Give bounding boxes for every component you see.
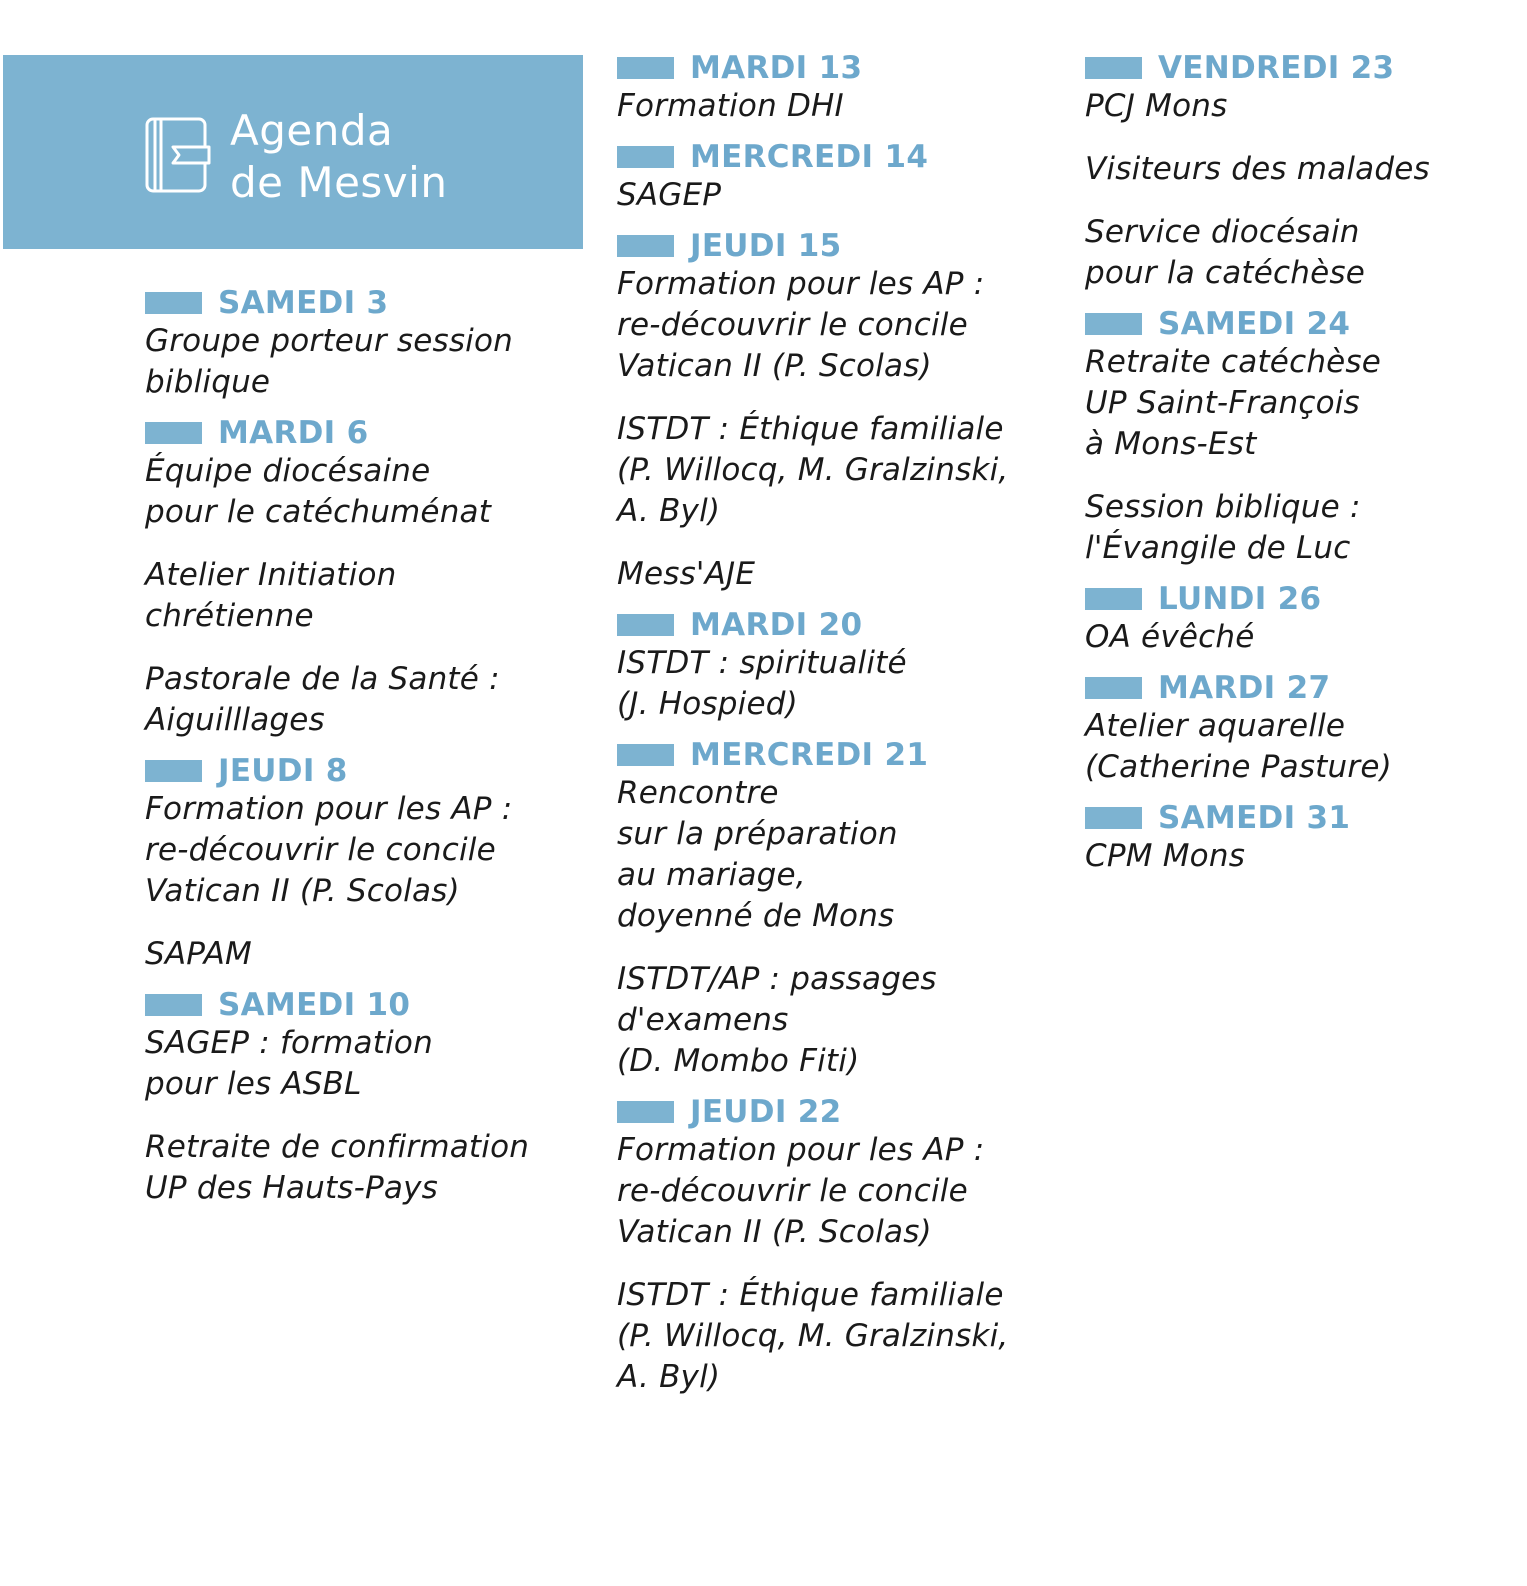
agenda-event: SAGEP	[617, 177, 722, 213]
day-heading	[145, 415, 585, 451]
title-line-1: Agenda	[230, 106, 394, 155]
agenda-column-1	[145, 285, 585, 1221]
day-marker-bar	[1085, 588, 1142, 610]
day-title: JEUDI 22	[690, 1094, 842, 1130]
agenda-event: OA évêché	[1085, 619, 1255, 655]
agenda-event: Session biblique : l'Évangile de Luc	[1085, 489, 1361, 566]
agenda-event: ISTDT : Éthique familiale (P. Willocq, M. Gralzinski, A. Byl)	[617, 411, 1009, 529]
agenda-event: Formation pour les AP : re-découvrir le concile Vatican II (P. Scolas)	[145, 791, 513, 909]
day-title: MARDI 20	[690, 607, 863, 643]
agenda-event: ISTDT : spiritualité (J. Hospied)	[617, 645, 907, 722]
agenda-day	[617, 139, 1072, 216]
day-marker-bar	[145, 422, 202, 444]
day-marker-bar	[617, 1101, 674, 1123]
day-marker-bar	[617, 57, 674, 79]
agenda-event: Groupe porteur session biblique	[145, 323, 513, 400]
day-title: MARDI 27	[1158, 670, 1331, 706]
day-title: SAMEDI 10	[218, 987, 411, 1023]
day-title: VENDREDI 23	[1158, 50, 1395, 86]
day-marker-bar	[617, 614, 674, 636]
day-title: MERCREDI 21	[690, 737, 929, 773]
agenda-column-3	[1085, 50, 1515, 889]
agenda-event: SAGEP : formation pour les ASBL	[145, 1025, 433, 1102]
day-marker-bar	[617, 146, 674, 168]
title-line-2: de Mesvin	[230, 158, 448, 207]
day-marker-bar	[617, 744, 674, 766]
day-marker-bar	[1085, 807, 1142, 829]
agenda-header	[3, 55, 583, 249]
agenda-day	[1085, 800, 1515, 877]
day-heading	[145, 753, 585, 789]
agenda-event: Retraite catéchèse UP Saint-François à Mons-Est	[1085, 344, 1382, 462]
day-heading	[617, 1094, 1072, 1130]
day-heading	[617, 228, 1072, 264]
day-title: JEUDI 8	[218, 753, 348, 789]
day-marker-bar	[617, 235, 674, 257]
agenda-day	[617, 50, 1072, 127]
agenda-day	[1085, 670, 1515, 788]
day-title: LUNDI 26	[1158, 581, 1322, 617]
agenda-day	[145, 987, 585, 1209]
agenda-event: Retraite de confirmation UP des Hauts-Pays	[145, 1129, 530, 1206]
agenda-day	[617, 607, 1072, 725]
day-marker-bar	[1085, 313, 1142, 335]
day-title: MERCREDI 14	[690, 139, 929, 175]
day-title: SAMEDI 24	[1158, 306, 1351, 342]
agenda-day	[617, 1094, 1072, 1398]
day-heading	[617, 607, 1072, 643]
day-heading	[617, 139, 1072, 175]
day-marker-bar	[145, 760, 202, 782]
day-title: MARDI 6	[218, 415, 369, 451]
agenda-event: Formation DHI	[617, 88, 844, 124]
agenda-day	[617, 737, 1072, 1082]
day-marker-bar	[145, 292, 202, 314]
day-marker-bar	[1085, 677, 1142, 699]
agenda-event: Formation pour les AP : re-découvrir le concile Vatican II (P. Scolas)	[617, 1132, 985, 1250]
day-heading	[145, 285, 585, 321]
agenda-event: Visiteurs des malades	[1085, 151, 1430, 187]
day-heading	[1085, 581, 1515, 617]
day-title: MARDI 13	[690, 50, 863, 86]
agenda-event: Rencontre sur la préparation au mariage, doyenné de Mons	[617, 775, 898, 934]
day-heading	[145, 987, 585, 1023]
agenda-event: SAPAM	[145, 936, 252, 972]
book-icon	[143, 115, 213, 195]
day-marker-bar	[145, 994, 202, 1016]
day-title: JEUDI 15	[690, 228, 842, 264]
day-heading	[1085, 670, 1515, 706]
agenda-day	[617, 228, 1072, 595]
agenda-day	[145, 415, 585, 741]
agenda-event: Mess'AJE	[617, 556, 756, 592]
agenda-column-2	[617, 50, 1072, 1410]
agenda-event: ISTDT : Éthique familiale (P. Willocq, M. Gralzinski, A. Byl)	[617, 1277, 1009, 1395]
day-heading	[1085, 306, 1515, 342]
agenda-day	[1085, 50, 1515, 294]
agenda-day	[1085, 306, 1515, 569]
agenda-day	[145, 753, 585, 975]
day-heading	[617, 737, 1072, 773]
agenda-event: Service diocésain pour la catéchèse	[1085, 214, 1366, 291]
agenda-day	[145, 285, 585, 403]
day-title: SAMEDI 31	[1158, 800, 1351, 836]
day-heading	[617, 50, 1072, 86]
agenda-day	[1085, 581, 1515, 658]
agenda-event: Formation pour les AP : re-découvrir le concile Vatican II (P. Scolas)	[617, 266, 985, 384]
agenda-event: CPM Mons	[1085, 838, 1246, 874]
agenda-event: Atelier Initiation chrétienne	[145, 557, 397, 634]
day-heading	[1085, 50, 1515, 86]
day-title: SAMEDI 3	[218, 285, 389, 321]
day-marker-bar	[1085, 57, 1142, 79]
page-title	[230, 105, 447, 209]
agenda-event: Équipe diocésaine pour le catéchuménat	[145, 453, 492, 530]
agenda-event: PCJ Mons	[1085, 88, 1228, 124]
agenda-event: ISTDT/AP : passages d'examens (D. Mombo Fiti)	[617, 961, 937, 1079]
agenda-event: Atelier aquarelle (Catherine Pasture)	[1085, 708, 1392, 785]
day-heading	[1085, 800, 1515, 836]
agenda-event: Pastorale de la Santé : Aiguilllages	[145, 661, 500, 738]
